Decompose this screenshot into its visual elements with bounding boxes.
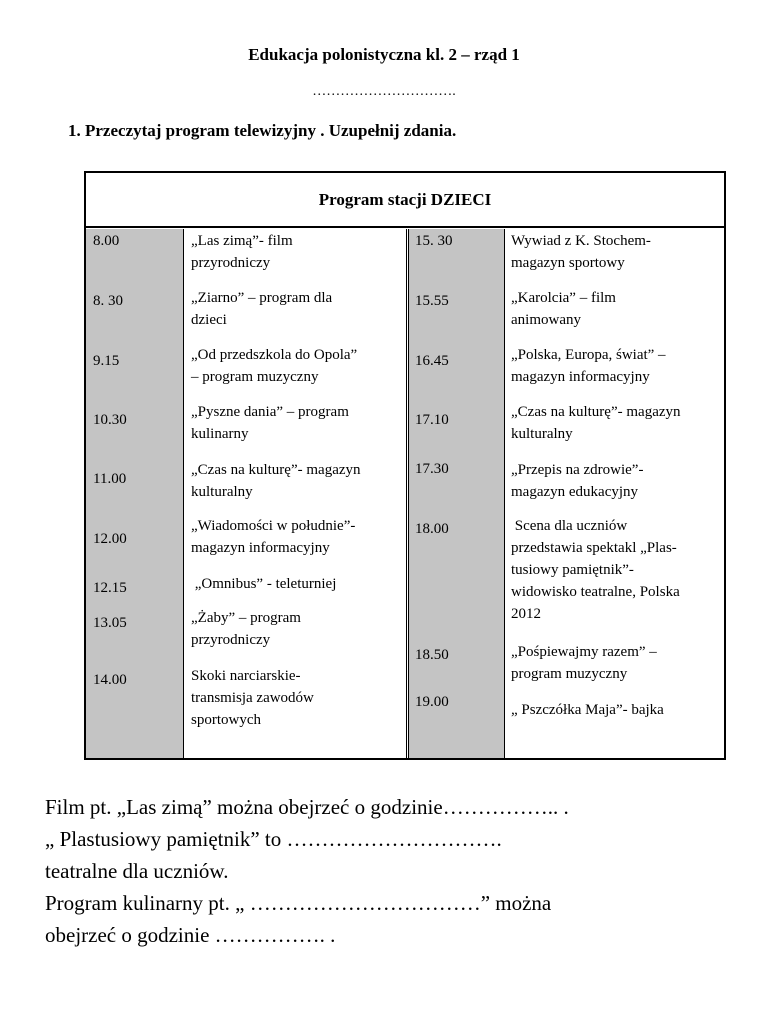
program-cell xyxy=(511,515,723,625)
time-cell: 18.00 xyxy=(415,521,449,537)
program-line: „Ziarno” – program dla xyxy=(191,290,333,306)
program-cell xyxy=(191,607,403,651)
program-line: tusiowy pamiętnik”- xyxy=(511,562,634,578)
time-cell: 17.30 xyxy=(415,461,449,477)
program-line: widowisko teatralne, Polska xyxy=(511,584,680,600)
time-cell: 14.00 xyxy=(93,672,127,688)
program-line: magazyn edukacyjny xyxy=(511,484,639,500)
program-line: „Karolcia” – film xyxy=(511,290,616,306)
program-line: kulturalny xyxy=(511,426,573,442)
program-cell xyxy=(191,230,403,274)
fill-in-sentence: obejrzeć o godzinie ……………. . xyxy=(45,923,336,947)
program-line: „Przepis na zdrowie”- xyxy=(511,462,644,478)
program-line: „Wiadomości w południe”- xyxy=(191,518,356,534)
program-line: „Pośpiewajmy razem” – xyxy=(511,644,657,660)
program-cell xyxy=(511,230,723,274)
program-line: magazyn informacyjny xyxy=(191,540,330,556)
program-cell xyxy=(191,515,403,559)
column-divider xyxy=(504,229,505,758)
program-line: Skoki narciarskie- xyxy=(191,668,301,684)
time-cell: 12.15 xyxy=(93,580,127,596)
program-line: „Las zimą”- film xyxy=(191,233,293,249)
program-line: „Od przedszkola do Opola” xyxy=(191,347,358,363)
time-cell: 12.00 xyxy=(93,531,127,547)
task-instruction: 1. Przeczytaj program telewizyjny . Uzupełnij zdania. xyxy=(68,121,457,140)
program-line: przyrodniczy xyxy=(191,632,271,648)
program-line: sportowych xyxy=(191,712,261,728)
program-line: program muzyczny xyxy=(511,666,628,682)
program-cell xyxy=(191,459,403,503)
program-cell xyxy=(191,665,403,731)
program-cell xyxy=(191,573,403,595)
column-divider xyxy=(183,229,184,758)
program-cell xyxy=(511,401,723,445)
time-cell: 13.05 xyxy=(93,615,127,631)
fill-in-sentence: teatralne dla uczniów. xyxy=(45,859,229,883)
program-line: „Pyszne dania” – program xyxy=(191,404,349,420)
program-line: „Żaby” – program xyxy=(191,610,301,626)
worksheet-title: Edukacja polonistyczna kl. 2 – rząd 1 xyxy=(248,45,520,64)
program-line: transmisja zawodów xyxy=(191,690,314,706)
fill-in-sentence: „ Plastusiowy pamiętnik” to …………………………. xyxy=(45,827,502,851)
program-line: przedstawia spektakl „Plas- xyxy=(511,540,677,556)
program-line: magazyn sportowy xyxy=(511,255,625,271)
program-line: dzieci xyxy=(191,312,227,328)
program-cell xyxy=(511,641,723,685)
program-line: animowany xyxy=(511,312,581,328)
time-cell: 16.45 xyxy=(415,353,449,369)
time-cell: 8. 30 xyxy=(93,293,123,309)
program-cell xyxy=(511,699,723,721)
fill-in-sentence: Film pt. „Las zimą” można obejrzeć o godzinie…………….. . xyxy=(45,795,569,819)
column-divider xyxy=(406,229,407,758)
program-cell xyxy=(511,287,723,331)
time-cell: 15.55 xyxy=(415,293,449,309)
program-line: kulturalny xyxy=(191,484,253,500)
program-cell xyxy=(511,344,723,388)
program-line: – program muzyczny xyxy=(191,369,319,385)
program-cell xyxy=(191,344,403,388)
program-line: kulinarny xyxy=(191,426,249,442)
table-title: Program stacji DZIECI xyxy=(86,173,724,228)
time-cell: 8.00 xyxy=(93,233,120,249)
time-cell: 10.30 xyxy=(93,412,127,428)
program-line: „Polska, Europa, świat” – xyxy=(511,347,666,363)
program-line: Wywiad z K. Stochem- xyxy=(511,233,651,249)
program-line: „Omnibus” - teleturniej xyxy=(191,576,337,592)
program-cell xyxy=(191,287,403,331)
program-line: „ Pszczółka Maja”- bajka xyxy=(511,702,664,718)
time-cell: 17.10 xyxy=(415,412,449,428)
program-line: Scena dla uczniów xyxy=(511,518,628,534)
fill-in-sentence: Program kulinarny pt. „ ……………………………” można xyxy=(45,891,552,915)
program-cell xyxy=(191,401,403,445)
time-cell: 18.50 xyxy=(415,647,449,663)
time-cell: 11.00 xyxy=(93,471,127,487)
program-line: „Czas na kulturę”- magazyn xyxy=(191,462,361,478)
time-cell: 15. 30 xyxy=(415,233,453,249)
column-divider xyxy=(408,229,409,758)
time-cell: 9.15 xyxy=(93,353,120,369)
program-line: 2012 xyxy=(511,606,541,622)
program-line: „Czas na kulturę”- magazyn xyxy=(511,404,681,420)
name-blank-line: …………………………. xyxy=(312,84,456,99)
program-line: przyrodniczy xyxy=(191,255,271,271)
program-line: magazyn informacyjny xyxy=(511,369,650,385)
time-cell: 19.00 xyxy=(415,694,449,710)
program-cell xyxy=(511,459,723,503)
